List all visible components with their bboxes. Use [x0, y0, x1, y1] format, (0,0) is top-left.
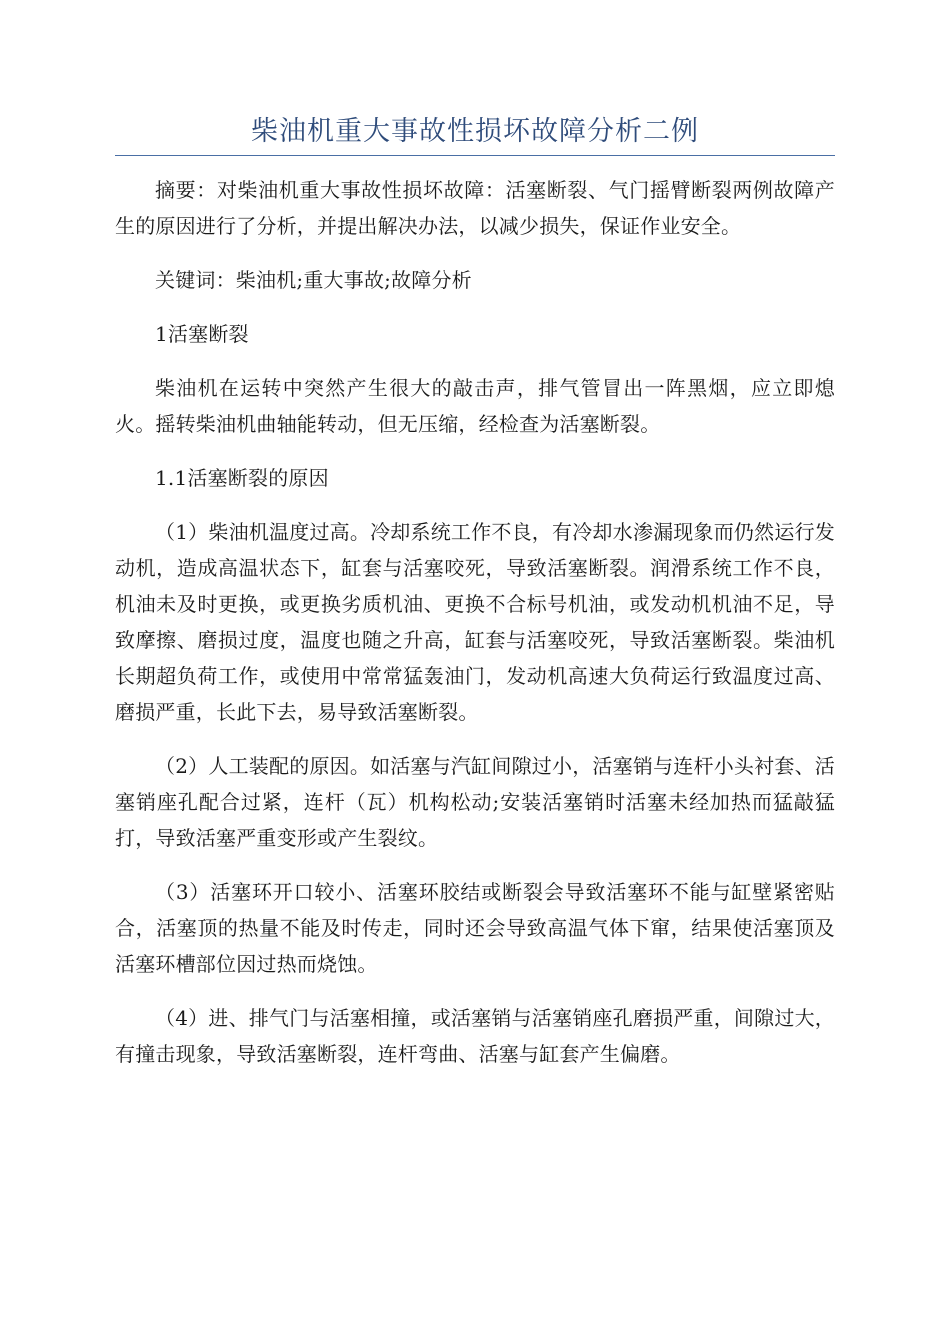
body-paragraph: （4）进、排气门与活塞相撞，或活塞销与活塞销座孔磨损严重，间隙过大，有撞击现象，导致活塞断裂，连杆弯曲、活塞与缸套产生偏磨。 — [115, 1006, 835, 1066]
document-title: 柴油机重大事故性损坏故障分析二例 — [251, 116, 699, 147]
section-heading-1: 1活塞断裂 — [155, 322, 249, 346]
body-paragraph: 柴油机在运转中突然产生很大的敲击声，排气管冒出一阵黑烟，应立即熄火。摇转柴油机曲轴能转动，但无压缩，经检查为活塞断裂。 — [115, 376, 835, 436]
document-body — [115, 172, 835, 1090]
body-paragraph: （3）活塞环开口较小、活塞环胶结或断裂会导致活塞环不能与缸壁紧密贴合，活塞顶的热量不能及时传走，同时还会导致高温气体下窜，结果使活塞顶及活塞环槽部位因过热而烧蚀。 — [115, 880, 835, 976]
subsection-heading-1-1: 1.1活塞断裂的原因 — [155, 466, 329, 490]
abstract-paragraph: 摘要：对柴油机重大事故性损坏故障：活塞断裂、气门摇臂断裂两例故障产生的原因进行了分析，并提出解决办法，以减少损失，保证作业安全。 — [115, 178, 835, 238]
keywords-paragraph: 关键词：柴油机;重大事故;故障分析 — [155, 268, 472, 292]
body-paragraph: （2）人工装配的原因。如活塞与汽缸间隙过小，活塞销与连杆小头衬套、活塞销座孔配合过紧，连杆（瓦）机构松动;安装活塞销时活塞未经加热而猛敲猛打，导致活塞严重变形或产生裂纹。 — [115, 754, 835, 850]
body-paragraph: （1）柴油机温度过高。冷却系统工作不良，有冷却水渗漏现象而仍然运行发动机，造成高温状态下，缸套与活塞咬死，导致活塞断裂。润滑系统工作不良，机油未及时更换，或更换劣质机油、更换不合标号机油，或发动机机油不足，导致摩擦、磨损过度，温度也随之升高，缸套与活塞咬死，导致活塞断裂。柴油机长期超负荷工作，或使用中常常猛轰油门，发动机高速大负荷运行致温度过高、磨损严重，长此下去，易导致活塞断裂。 — [115, 520, 835, 724]
title-underline — [115, 155, 835, 156]
